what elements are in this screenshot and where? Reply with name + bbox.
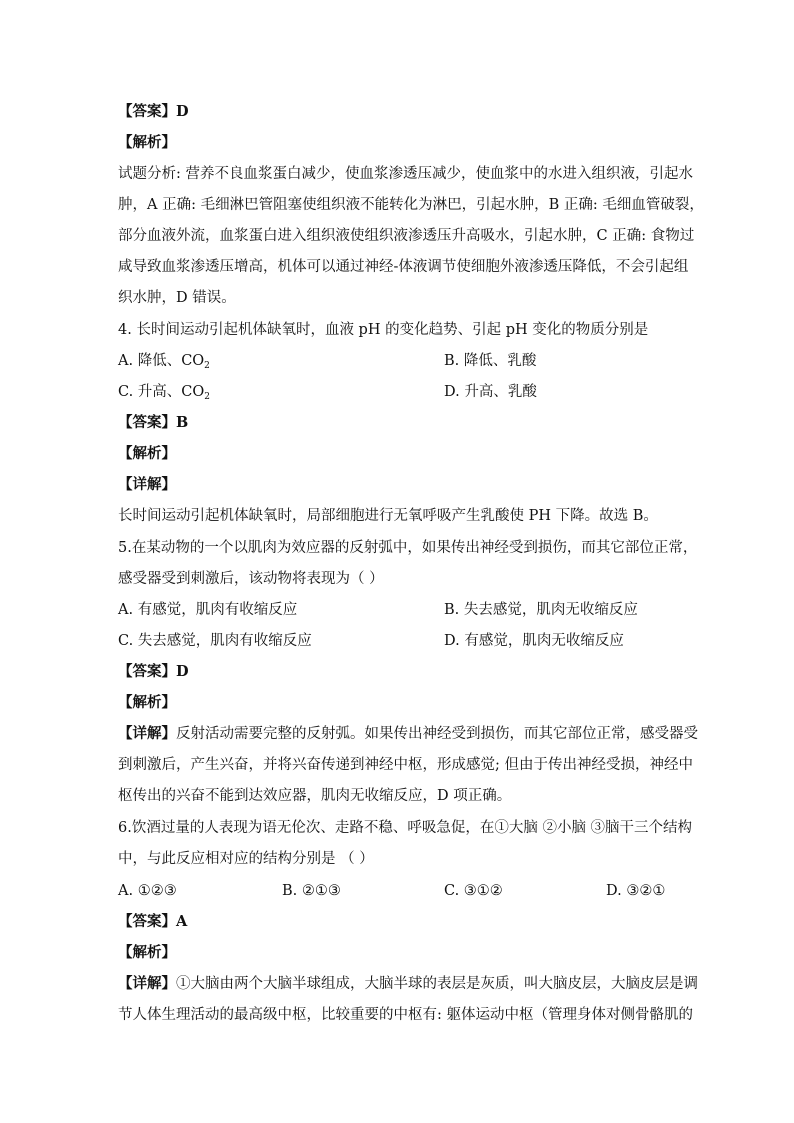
analysis-text-q3-line5: 织水肿，D 错误。 <box>118 290 236 306</box>
question-6-option-a: A. ①②③ <box>118 883 177 899</box>
question-4-option-b: B. 降低、乳酸 <box>444 353 537 369</box>
analysis-text-q3-line1: 试题分析: 营养不良血浆蛋白减少，使血浆渗透压减少，使血浆中的水进入组织液，引起水 <box>118 166 693 182</box>
analysis-label-q4: 【解析】 <box>118 445 176 462</box>
detail-text-q6-line1 <box>118 974 698 994</box>
question-6-option-c: C. ③①② <box>444 883 503 899</box>
answer-label-q5: 【答案】D <box>118 663 189 680</box>
analysis-label-q3: 【解析】 <box>118 134 176 151</box>
question-6-stem-line1: 6.饮酒过量的人表现为语无伦次、走路不稳、呼吸急促，在①大脑 ②小脑 ③脑干三个结构 <box>118 820 693 836</box>
question-4-option-c <box>118 382 210 402</box>
question-5-stem-line2: 感受器受到刺激后，该动物将表现为（ ） <box>118 571 384 587</box>
question-5-option-d: D. 有感觉，肌肉无收缩反应 <box>444 633 624 649</box>
detail-text-q6-line1-body: ①大脑由两个大脑半球组成，大脑半球的表层是灰质，叫大脑皮层，大脑皮层是调 <box>176 976 698 992</box>
analysis-text-q3-line3: 部分血液外流，血浆蛋白进入组织液使组织液渗透压升高吸水，引起水肿，C 正确: 食物过 <box>118 228 695 244</box>
question-6-option-d: D. ③②① <box>606 883 666 899</box>
option-c-text: C. 升高、CO <box>118 384 205 400</box>
analysis-label-q6: 【解析】 <box>118 944 176 961</box>
detail-text-q5-line2: 到刺激后，产生兴奋，并将兴奋传递到神经中枢，形成感觉; 但由于传出神经受损，神经中 <box>118 757 693 773</box>
analysis-text-q3-line4: 咸导致血浆渗透压增高，机体可以通过神经-体液调节使细胞外液渗透压降低，不会引起组 <box>118 259 689 275</box>
detail-text-q6-line2: 节人体生理活动的最高级中枢，比较重要的中枢有: 躯体运动中枢（管理身体对侧骨骼肌的 <box>118 1007 693 1023</box>
question-5-stem-line1: 5.在某动物的一个以肌肉为效应器的反射弧中，如果传出神经受到损伤，而其它部位正常， <box>118 540 698 556</box>
answer-label-q3: 【答案】D <box>118 103 189 120</box>
detail-text-q4: 长时间运动引起机体缺氧时，局部细胞进行无氧呼吸产生乳酸使 PH 下降。故选 B。 <box>118 508 658 524</box>
question-5-option-b: B. 失去感觉，肌肉无收缩反应 <box>444 602 638 618</box>
option-a-text: A. 降低、CO <box>118 353 205 369</box>
option-a-subscript: 2 <box>204 361 210 371</box>
detail-text-q5-line1 <box>118 724 698 744</box>
analysis-label-q5: 【解析】 <box>118 694 176 711</box>
detail-text-q5-line3: 枢传出的兴奋不能到达效应器，肌肉无收缩反应，D 项正确。 <box>118 788 512 804</box>
option-c-subscript: 2 <box>204 392 211 402</box>
answer-label-q6: 【答案】A <box>118 913 188 930</box>
answer-label-q4: 【答案】B <box>118 414 189 431</box>
detail-label-q5: 【详解】 <box>118 725 176 742</box>
detail-text-q5-line1-body: 反射活动需要完整的反射弧。如果传出神经受到损伤，而其它部位正常，感受器受 <box>176 726 698 742</box>
question-5-option-c: C. 失去感觉，肌肉有收缩反应 <box>118 633 312 649</box>
question-4-option-a <box>118 351 210 371</box>
question-4-option-d: D. 升高、乳酸 <box>444 384 537 400</box>
question-5-option-a: A. 有感觉，肌肉有收缩反应 <box>118 602 298 618</box>
analysis-text-q3-line2: 肿，A 正确: 毛细淋巴管阻塞使组织液不能转化为淋巴，引起水肿，B 正确: 毛细血管破裂， <box>118 197 704 213</box>
question-4-stem: 4. 长时间运动引起机体缺氧时，血液 pH 的变化趋势、引起 pH 变化的物质分别是 <box>118 322 649 338</box>
question-6-stem-line2: 中，与此反应相对应的结构分别是 （ ） <box>118 851 374 867</box>
detail-label-q4: 【详解】 <box>118 476 176 493</box>
detail-label-q6: 【详解】 <box>118 975 176 992</box>
question-6-option-b: B. ②①③ <box>282 883 341 899</box>
